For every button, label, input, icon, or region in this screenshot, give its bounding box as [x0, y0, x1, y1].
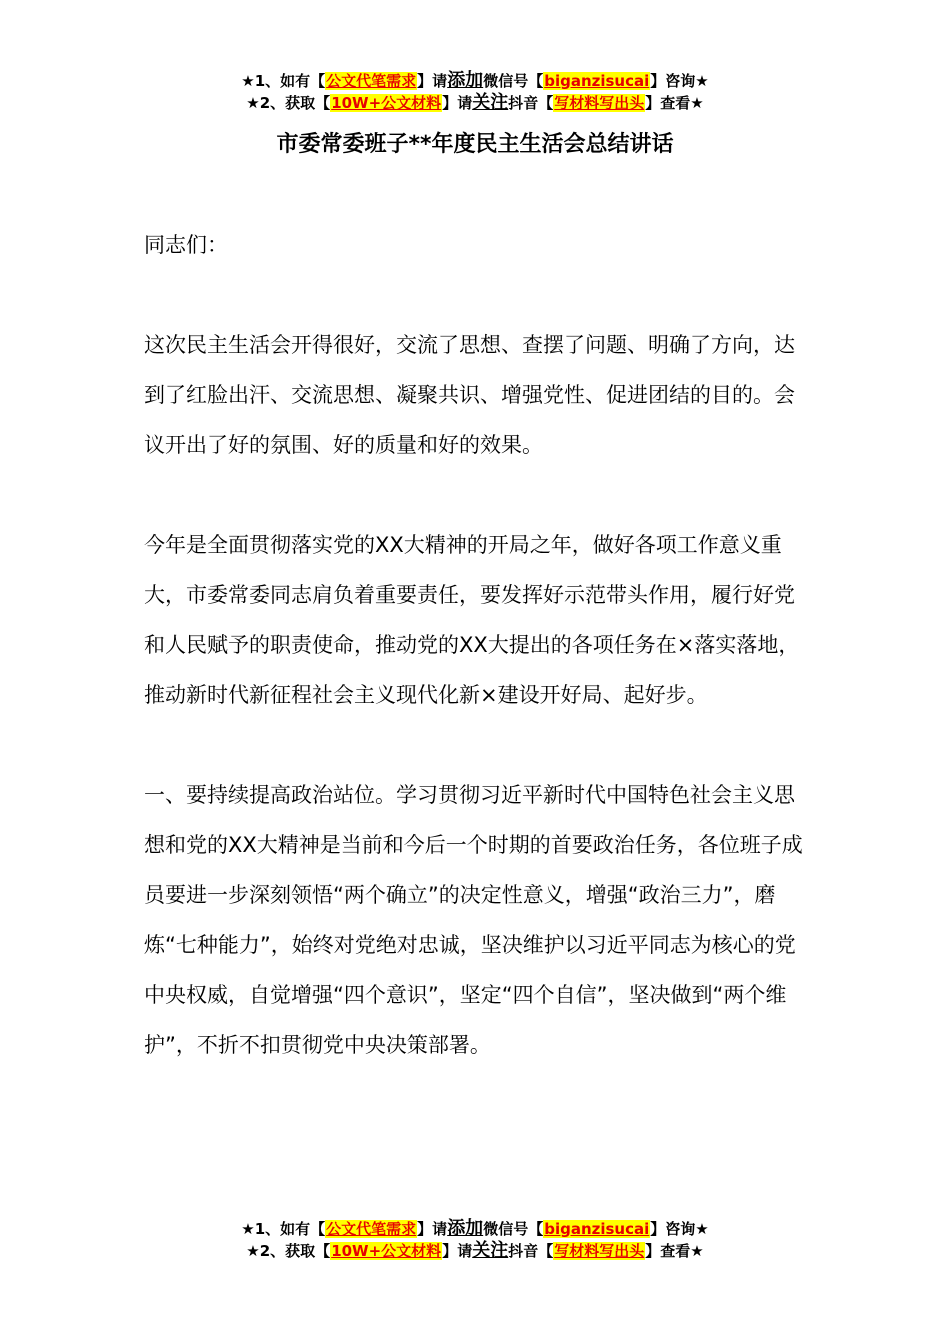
- promo-wechat-id: biganzisucai: [544, 1220, 650, 1238]
- promo-douyin-id: 写材料写出头: [554, 94, 645, 112]
- promo-douyin-id: 写材料写出头: [554, 1242, 645, 1260]
- body-paragraph: 一、要持续提高政治站位。学习贯彻习近平新时代中国特色社会主义思想和党的XX大精神是当前和今后一个时期的首要政治任务，各位班子成员要进一步深刻领悟“两个确立”的决定性意义，增强“政治三力”，磨炼“七种能力”，始终对党绝对忠诚，坚决维护以习近平同志为核心的党中央权威，自觉增强“四个意识”，坚定“四个自信”，坚决做到“两个维护”，不折不扣贯彻党中央决策部署。: [144, 783, 803, 1057]
- promo-line-1: ★1、如有【公文代笔需求】请添加微信号【biganzisucai】咨询★: [241, 1218, 709, 1239]
- promo-highlight: 公文代笔需求: [326, 72, 417, 90]
- promo-highlight: 10W+公文材料: [331, 1242, 442, 1260]
- promo-highlight: 10W+公文材料: [331, 94, 442, 112]
- body-paragraph: 这次民主生活会开得很好，交流了思想、查摆了问题、明确了方向，达到了红脸出汗、交流思想、凝聚共识、增强党性、促进团结的目的。会议开出了好的氛围、好的质量和好的效果。: [144, 333, 795, 457]
- salutation: 同志们：: [144, 233, 228, 257]
- promo-banner-top: [0, 70, 950, 114]
- document-title: 市委常委班子**年度民主生活会总结讲话: [276, 132, 674, 157]
- promo-banner-bottom: [0, 1218, 950, 1262]
- promo-highlight: 公文代笔需求: [326, 1220, 417, 1238]
- document-body: [144, 220, 810, 1120]
- promo-line-2: ★2、获取【10W+公文材料】请关注抖音【写材料写出头】查看★: [246, 1240, 704, 1261]
- body-paragraph: 今年是全面贯彻落实党的XX大精神的开局之年，做好各项工作意义重大，市委常委同志肩负着重要责任，要发挥好示范带头作用，履行好党和人民赋予的职责使命，推动党的XX大提出的各项任务在×落实落地，推动新时代新征程社会主义现代化新×建设开好局、起好步。: [144, 533, 800, 707]
- promo-wechat-id: biganzisucai: [544, 72, 650, 90]
- promo-line-2: ★2、获取【10W+公文材料】请关注抖音【写材料写出头】查看★: [246, 92, 704, 113]
- promo-line-1: ★1、如有【公文代笔需求】请添加微信号【biganzisucai】咨询★: [241, 70, 709, 91]
